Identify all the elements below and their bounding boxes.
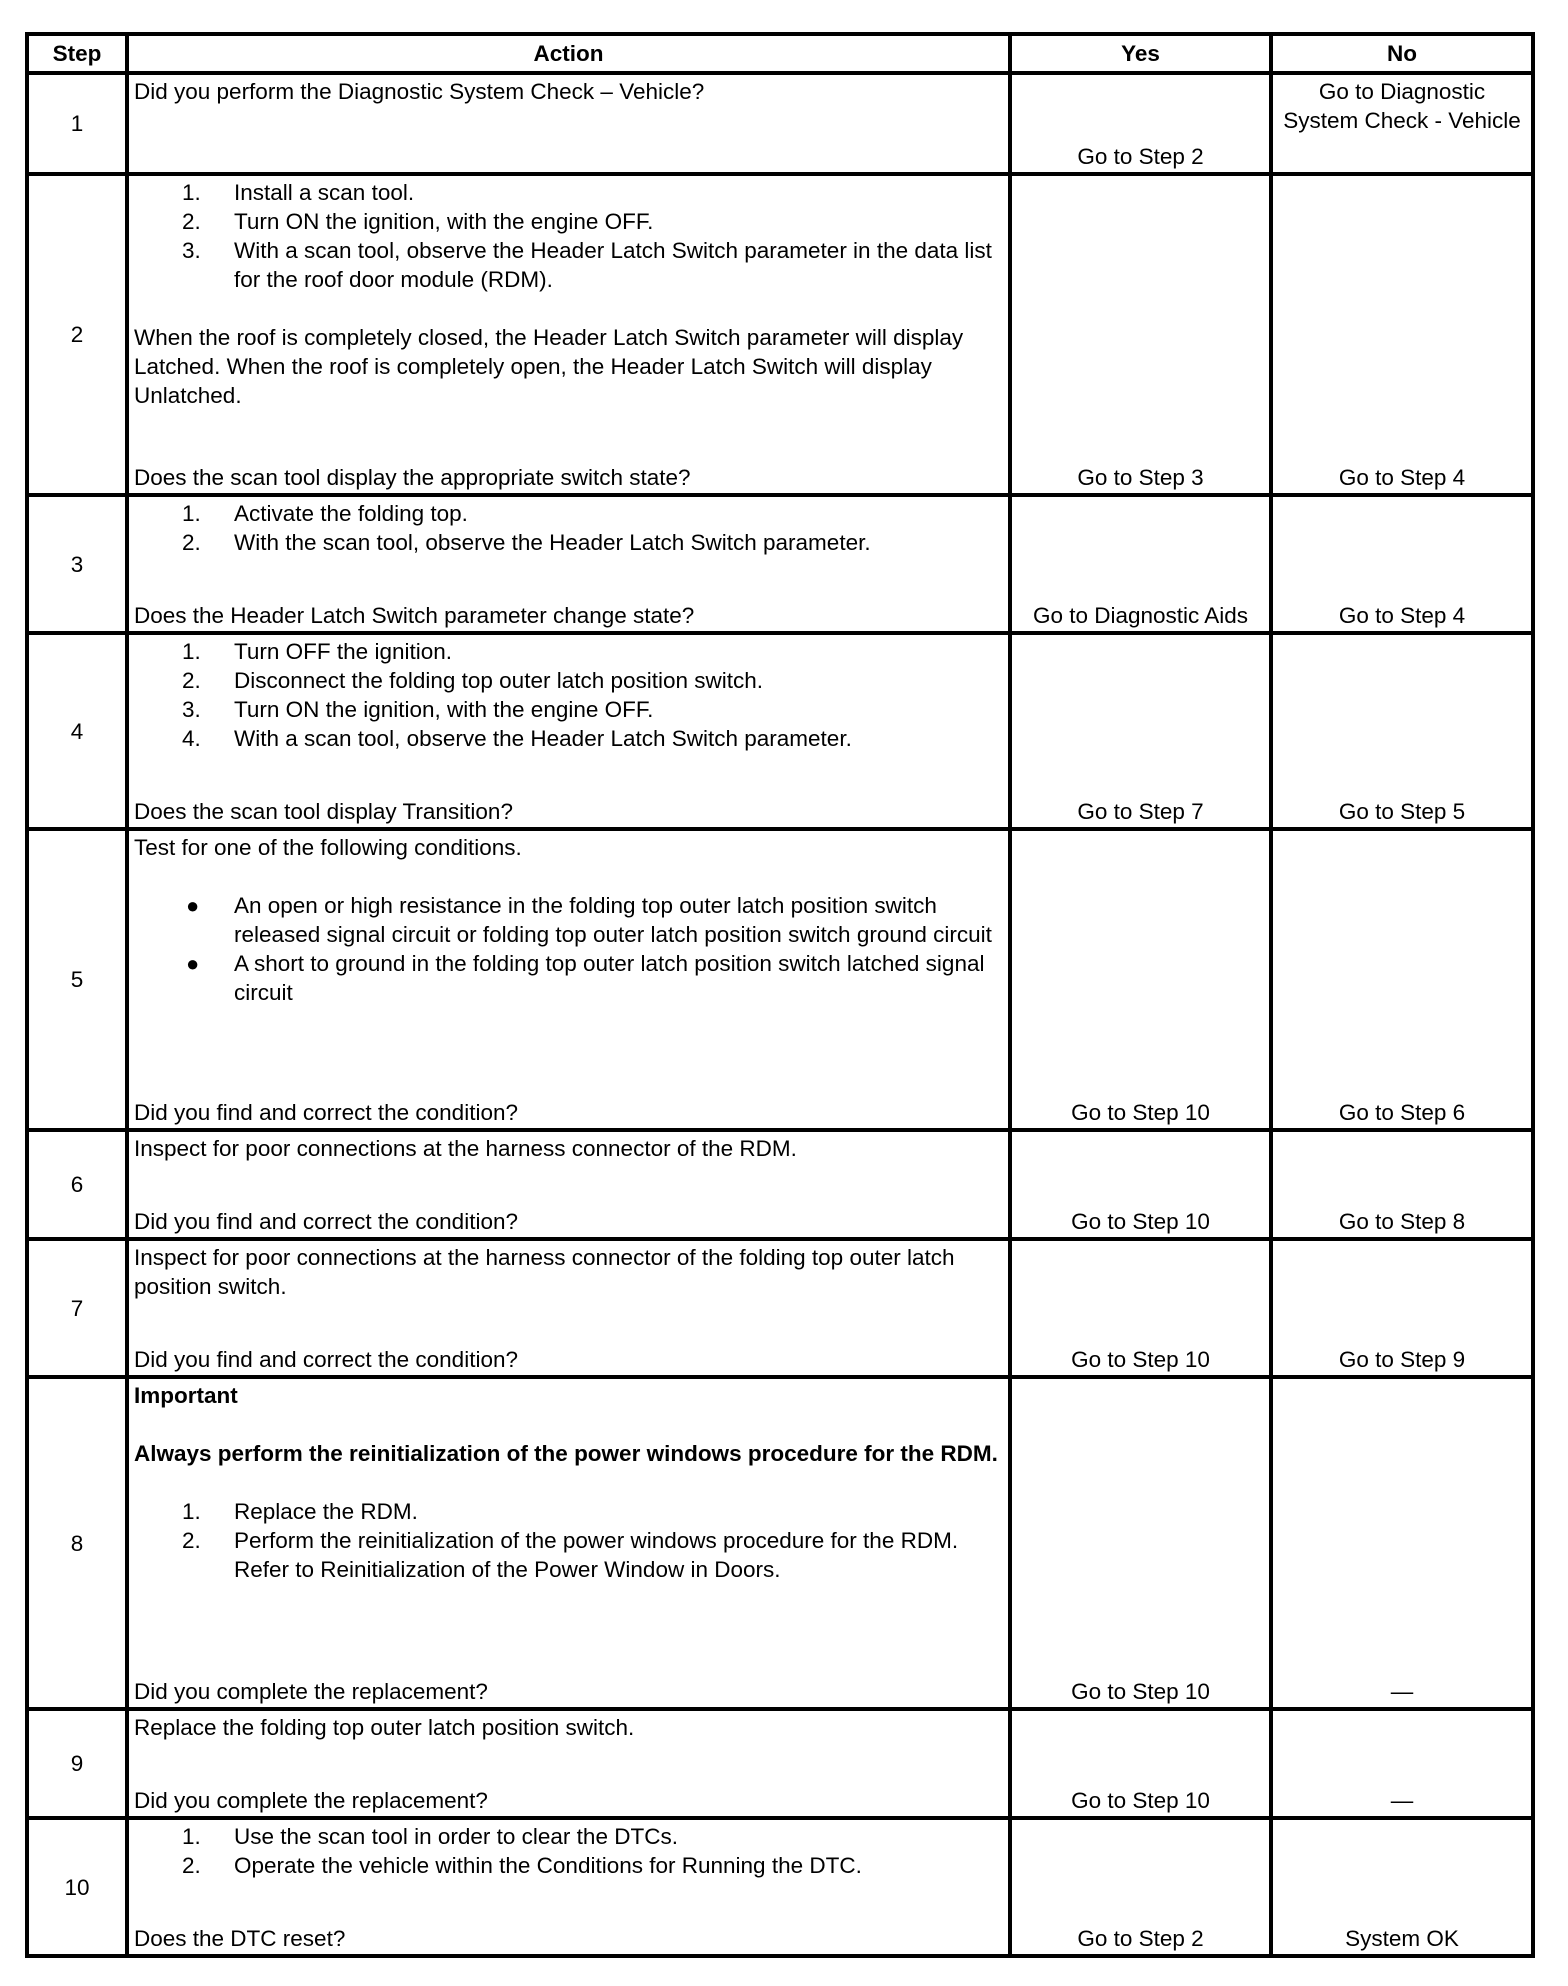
list-item: 1. Replace the RDM. [182, 1499, 418, 1524]
table-row [27, 1818, 1533, 1956]
list-item: 2. Disconnect the folding top outer latch position switch. [182, 668, 764, 693]
step-number: 4 [27, 633, 127, 829]
list-item: 2. With the scan tool, observe the Header Latch Switch parameter. [182, 530, 871, 555]
action-cell [127, 829, 1010, 1130]
table-row [27, 633, 1533, 829]
action-cell [127, 73, 1010, 174]
list-item: 3. With a scan tool, observe the Header Latch Switch parameter in the data list for the roof door module (RDM). [182, 238, 992, 292]
table-row [27, 1239, 1533, 1377]
no-cell [1271, 73, 1533, 174]
action-question: Did you complete the replacement? [134, 1679, 488, 1704]
action-cell [127, 1377, 1010, 1709]
action-cell [127, 1130, 1010, 1239]
list-item: 2. Perform the reinitialization of the power windows procedure for the RDM. Refer to Reinitialization of the Power Window in Doors. [182, 1528, 959, 1582]
diagnostic-table [25, 32, 1535, 1958]
list-item: ● An open or high resistance in the folding top outer latch position switch released signal circuit or folding top outer latch position switch ground circuit [186, 893, 992, 947]
step-number: 1 [27, 73, 127, 174]
no-text: Go to Diagnostic System Check - Vehicle [1283, 79, 1521, 133]
action-question: Did you find and correct the condition? [134, 1209, 518, 1234]
action-note: When the roof is completely closed, the Header Latch Switch parameter will display Latched. When the roof is completely open, the Header Latch Switch will display Unlatched. [134, 325, 964, 408]
action-steps [134, 178, 1000, 294]
list-item: 2. Turn ON the ignition, with the engine OFF. [182, 209, 654, 234]
action-cell [127, 1818, 1010, 1956]
table-row [27, 1130, 1533, 1239]
list-item: ● A short to ground in the folding top outer latch position switch latched signal circuit [186, 951, 985, 1005]
step-number: 10 [27, 1818, 127, 1956]
yes-cell: Go to Step 2 [1010, 73, 1271, 174]
table-row [27, 174, 1533, 495]
no-cell: Go to Step 9 [1271, 1239, 1533, 1377]
action-steps [134, 637, 1000, 753]
yes-cell: Go to Step 7 [1010, 633, 1271, 829]
action-text: Test for one of the following conditions. [134, 835, 522, 860]
list-item: 2. Operate the vehicle within the Conditions for Running the DTC. [182, 1853, 862, 1878]
no-cell: — [1271, 1377, 1533, 1709]
no-cell: Go to Step 4 [1271, 495, 1533, 633]
action-question: Did you find and correct the condition? [134, 1347, 518, 1372]
step-number: 3 [27, 495, 127, 633]
action-question: Does the scan tool display Transition? [134, 799, 513, 824]
yes-cell: Go to Step 3 [1010, 174, 1271, 495]
step-number: 5 [27, 829, 127, 1130]
action-steps [134, 1822, 1000, 1880]
header-row [27, 34, 1533, 73]
yes-cell: Go to Step 10 [1010, 1377, 1271, 1709]
list-item: 1. Turn OFF the ignition. [182, 639, 453, 664]
yes-cell: Go to Step 10 [1010, 1239, 1271, 1377]
yes-cell: Go to Step 2 [1010, 1818, 1271, 1956]
no-cell: System OK [1271, 1818, 1533, 1956]
no-cell: Go to Step 4 [1271, 174, 1533, 495]
list-item: 1. Activate the folding top. [182, 501, 468, 526]
no-cell: Go to Step 5 [1271, 633, 1533, 829]
step-number: 6 [27, 1130, 127, 1239]
action-cell [127, 1239, 1010, 1377]
list-item: 3. Turn ON the ignition, with the engine OFF. [182, 697, 654, 722]
action-question: Does the Header Latch Switch parameter change state? [134, 603, 695, 628]
list-item: 1. Use the scan tool in order to clear the DTCs. [182, 1824, 678, 1849]
no-cell: Go to Step 6 [1271, 829, 1533, 1130]
action-text: Inspect for poor connections at the harness connector of the folding top outer latch position switch. [134, 1245, 955, 1299]
action-question: Does the scan tool display the appropriate switch state? [134, 465, 691, 490]
yes-cell: Go to Step 10 [1010, 1130, 1271, 1239]
step-number: 9 [27, 1709, 127, 1818]
header-no: No [1271, 34, 1533, 73]
action-bullets [134, 891, 1000, 1007]
yes-cell: Go to Step 10 [1010, 829, 1271, 1130]
table-row [27, 1377, 1533, 1709]
header-yes: Yes [1010, 34, 1271, 73]
action-cell [127, 495, 1010, 633]
action-cell [127, 1709, 1010, 1818]
header-step: Step [27, 34, 127, 73]
table-row [27, 73, 1533, 174]
step-number: 7 [27, 1239, 127, 1377]
action-text: Inspect for poor connections at the harness connector of the RDM. [134, 1136, 797, 1161]
no-cell: Go to Step 8 [1271, 1130, 1533, 1239]
action-steps [134, 499, 1000, 557]
action-question: Did you find and correct the condition? [134, 1100, 518, 1125]
important-text: Always perform the reinitialization of the power windows procedure for the RDM. [134, 1441, 998, 1466]
step-number: 8 [27, 1377, 127, 1709]
important-title: Important [134, 1383, 238, 1408]
action-cell [127, 174, 1010, 495]
table-row [27, 495, 1533, 633]
action-question: Did you complete the replacement? [134, 1788, 488, 1813]
action-cell [127, 633, 1010, 829]
list-item: 4. With a scan tool, observe the Header Latch Switch parameter. [182, 726, 852, 751]
list-item: 1. Install a scan tool. [182, 180, 415, 205]
table-row [27, 829, 1533, 1130]
yes-cell: Go to Step 10 [1010, 1709, 1271, 1818]
action-text: Replace the folding top outer latch position switch. [134, 1715, 635, 1740]
step-number: 2 [27, 174, 127, 495]
table-row [27, 1709, 1533, 1818]
action-question: Does the DTC reset? [134, 1926, 346, 1951]
no-cell: — [1271, 1709, 1533, 1818]
yes-cell: Go to Diagnostic Aids [1010, 495, 1271, 633]
header-action: Action [127, 34, 1010, 73]
action-text: Did you perform the Diagnostic System Check – Vehicle? [134, 79, 705, 104]
action-steps [134, 1497, 1000, 1584]
